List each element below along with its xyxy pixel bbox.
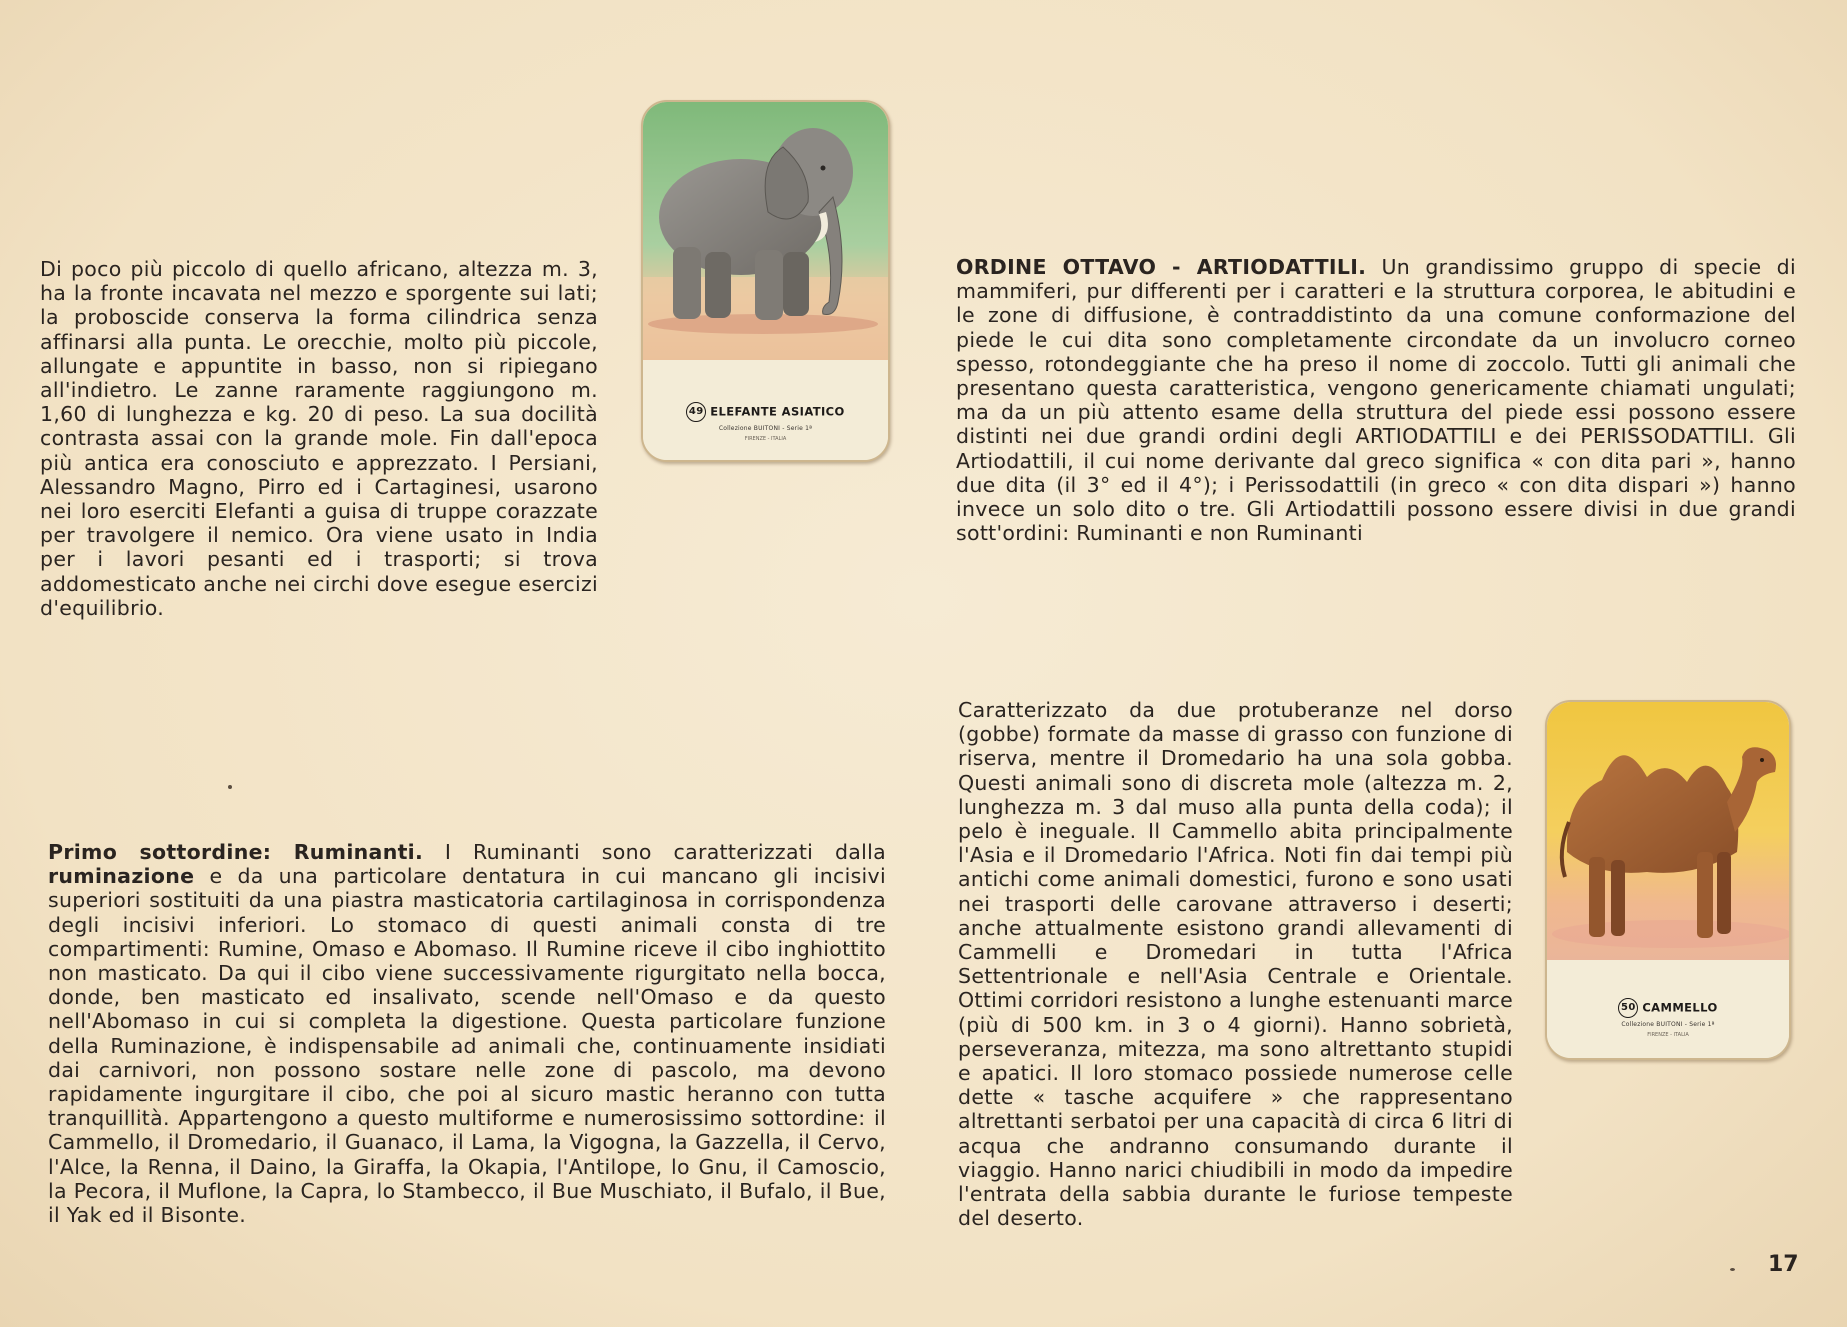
ruminanti-text-a: I Ruminanti sono caratterizzati dalla [444,840,886,864]
card-elephant-collection: Collezione BUITONI - Serie 1ª [718,425,813,432]
card-camel-title: CAMMELLO [1642,1000,1718,1015]
ruminanti-section [48,840,886,1227]
ruminanti-bold-word: ruminazione [48,864,195,889]
card-elephant [641,100,890,462]
paper-speck [228,785,232,789]
artiodattili-text: Un grandissimo gruppo di specie di mammiferi, pur differenti per i caratteri e la struttura corporea, le abitudini e le zone di diffusione, è contraddistinto da una comune conformazione del piede le cui dita sono completamente circondate da un involucro corneo spesso, rotondeggiante che ha preso il nome di zoccolo. Tutti gli animali che presentano questa caratteristica, vengono genericamente chiamati ungulati; ma da un più attento esame della struttura del piede essi possono essere distinti nei due grandi ordini degli ARTIODATTILI e dei PERISSODATTILI. Gli Artiodattili, il cui nome derivante dal greco significa « con dita pari », hanno due dita (il 3° ed il 4°); i Perissodattili (in greco « con dita dispari ») hanno invece un solo dito o tre. Gli Artiodattili possono essere divisi in due grandi sott'ordini: Ruminanti e non Ruminanti [956,255,1796,546]
ruminanti-text-b: e da una particolare dentatura in cui mancano gli incisivi superiori sostituiti da una piastra masticatoria cartilaginosa in corrispondenza degli incisivi inferiori. Lo stomaco di questi animali consta di tre compartimenti: Rumine, Omaso e Abomaso. Il Rumine riceve il cibo inghiottito non masticato. Da qui il cibo viene successivamente rigurgitato nella bocca, donde, ben masticato ed insalivato, scende nell'Omaso e da questo nell'Abomaso in cui si completa la digestione. Questa particolare funzione della Ruminazione, è indispensabile ad animali che, continuamente insidiati dai carnivori, non possono sostare nelle zone di pascolo, ma devono rapidamente ingurgitare il cibo, che poi al sicuro mastic heranno con tutta tranquillità. Appartengono a questo multiforme e numerosissimo sottordine: il Cammello, il Dromedario, il Guanaco, il Lama, la Vigogna, la Gazzella, il Cervo, l'Alce, la Renna, il Daino, la Giraffa, la Okapia, l'Antilope, lo Gnu, il Camoscio, la Pecora, il Muflone, la Capra, lo Stambecco, il Bue Muschiato, il Bufalo, il Bue, il Yak ed il Bisonte. [48,864,886,1228]
card-camel-number: 50 [1618,998,1638,1018]
card-camel-city: FIRENZE - ITALIA [1647,1032,1689,1038]
card-elephant-title: ELEFANTE ASIATICO [710,404,845,419]
card-elephant-title-row [643,402,888,422]
card-elephant-city: FIRENZE - ITALIA [744,436,787,442]
card-elephant-number: 49 [686,402,706,422]
elephant-description [40,257,598,620]
elephant-description-text: Di poco più piccolo di quello africano, altezza m. 3, ha la fronte incavata nel mezzo e sporgente sui lati; la proboscide conserva la forma cilindrica senza affinarsi alla punta. Le orecchie, molto più piccole, allungate e appuntite in basso, non si ripiegano all'indietro. Le zanne raramente raggiungono m. 1,60 di lunghezza e kg. 20 di peso. La sua docilità contrasta assai con la grande mole. Fin dall'epoca più antica era conosciuto e apprezzato. I Persiani, Alessandro Magno, Pirro ed i Cartaginesi, usarono nei loro eserciti Elefanti a guisa di truppe corazzate per travolgere il nemico. Ora viene usato in India per i lavori pesanti ed i trasporti; si trova addomesticato anche nei circhi dove esegue esercizi d'equilibrio. [40,257,598,620]
page-number: 17 [1768,1252,1799,1277]
card-camel [1545,700,1791,1060]
artiodattili-heading: ORDINE OTTAVO - ARTIODATTILI. [956,255,1367,279]
card-camel-collection: Collezione BUITONI - Serie 1ª [1621,1021,1715,1028]
camel-description [958,698,1513,1230]
ruminanti-heading: Primo sottordine: Ruminanti. [48,840,424,864]
camel-description-text: Caratterizzato da due protuberanze nel dorso (gobbe) formate da masse di grasso con funzione di riserva, mentre il Dromedario ha una sola gobba. Questi animali sono di discreta mole (altezza m. 2, lunghezza m. 3 dal muso alla punta della coda); il pelo è ineguale. Il Cammello abita principalmente l'Asia e il Dromedario l'Africa. Noti fin dai tempi più antichi come animali domestici, furono e sono usati nei trasporti delle carovane attraverso i deserti; anche attualmente esistono grandi allevamenti di Cammelli e Dromedari in tutta l'Africa Settentrionale e nell'Asia Centrale e Orientale. Ottimi corridori resistono a lunghe estenuanti marce (più di 500 km. in 3 o 4 giorni). Hanno sobrietà, perseveranza, mitezza, ma sono altrettanto stupidi e apatici. Il loro stomaco possiede numerose celle dette « tasche acquifere » che rappresentano altrettanti serbatoi per una capacità di circa 6 litri di acqua che andranno consumando durante il viaggio. Hanno narici chiudibili in modo da impedire l'entrata della sabbia durante le furiose tempeste del deserto. [958,698,1513,1231]
paper-speck [1730,1268,1735,1271]
artiodattili-section [956,255,1796,545]
card-camel-title-row [1547,998,1789,1018]
